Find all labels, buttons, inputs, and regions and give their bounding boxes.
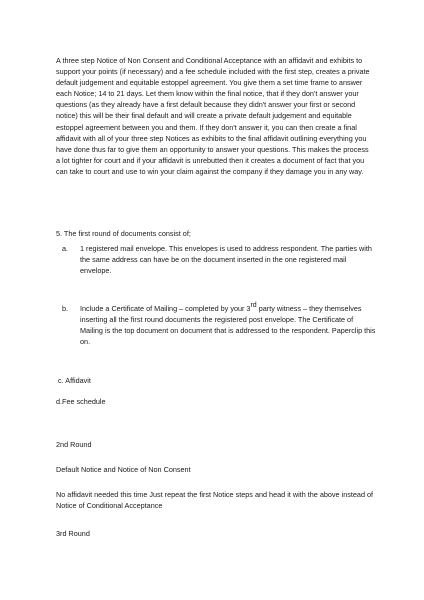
ordinal-suffix: rd bbox=[250, 301, 257, 309]
list-label-b: b. bbox=[62, 304, 69, 313]
second-round-heading: 2nd Round bbox=[56, 440, 92, 449]
third-round-heading: 3rd Round bbox=[56, 529, 90, 538]
list-text-b bbox=[80, 303, 376, 347]
list-text-a: 1 registered mail envelope. This envelopes is used to address respondent. The parties with the same address can have be on the document inserted in the one registered mail envelope. bbox=[80, 244, 372, 276]
list-item-c: c. Affidavit bbox=[58, 376, 91, 385]
intro-paragraph: A three step Notice of Non Consent and Conditional Acceptance with an affidavit and exhibits to support your points (if necessary) and a fee schedule included with the first step, creates a private default judgement and equitable estoppel agreement. You give them a set time frame to answer each Notice; 14 to 21 days. Let them know within the final notice, that if they don't answer your questions (as they already have a first default because they didn't answer your first or second notice) this will be their final default and will create a private default judgement and equitable estoppel agreement between you and them. If they don't answer it, you can then create a final affidavit with all of your three step Notices as exhibits to the final affidavit outlining everything you have done thus far to give them an opportunity to answer your questions. This makes the process a lot tighter for court and if your affidavit is unrebutted then it creates a document of fact that you can take to court and use to win your claim against the company if they damage you in any way. bbox=[56, 56, 370, 176]
list-label-a: a. bbox=[62, 244, 69, 253]
second-round-title: Default Notice and Notice of Non Consent bbox=[56, 465, 191, 474]
list-item-d: d.Fee schedule bbox=[56, 397, 106, 406]
list-text-b-start: Include a Certificate of Mailing – completed by your 3 bbox=[80, 304, 251, 313]
first-round-heading: 5. The first round of documents consist of; bbox=[56, 229, 191, 238]
second-round-text: No affidavit needed this time Just repeat the first Notice steps and head it with the above instead of Notice of Conditional Acceptance bbox=[56, 490, 374, 511]
list-text-b-end: party witness – they themselves inserting all the first round documents the registered post envelope. The Certificate of Mailing is the top document on document that is addressed to the respondent. Paperclip this on. bbox=[80, 304, 376, 347]
